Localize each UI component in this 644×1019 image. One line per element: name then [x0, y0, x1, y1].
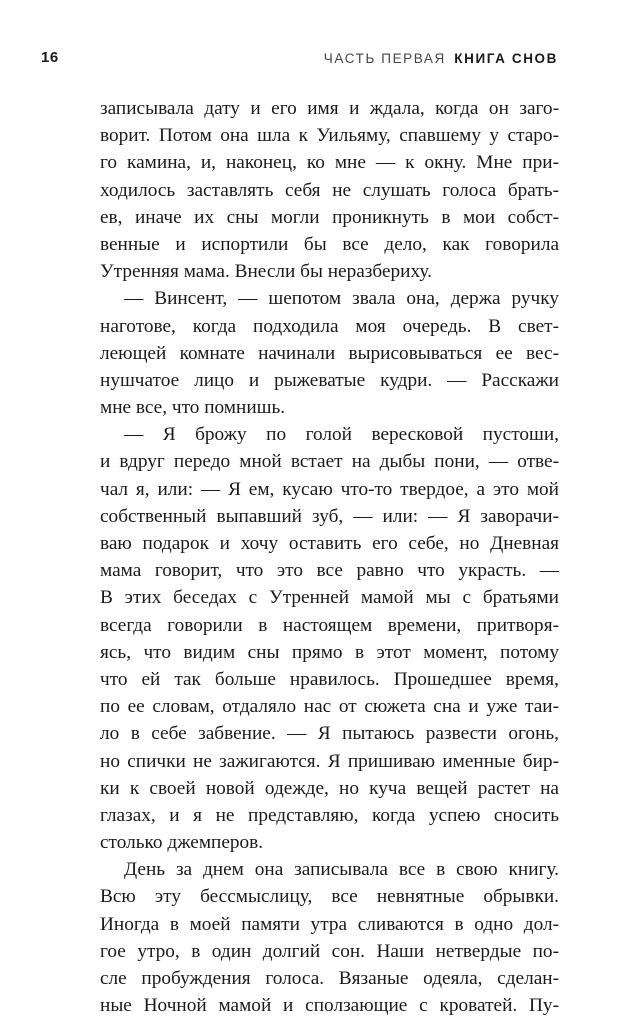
- text-line: Иногда в моей памяти утра сливаются в одно дол-: [100, 913, 559, 935]
- running-head-book: КНИГА СНОВ: [454, 51, 558, 66]
- text-line: ные Ночной мамой и сползающие с кроватей. Пу-: [100, 995, 559, 1017]
- running-head-part: ЧАСТЬ ПЕРВАЯ: [323, 51, 446, 66]
- page-number: 16: [41, 49, 59, 66]
- text-line: Всю эту бессмыслицу, все невнятные обрывки.: [100, 886, 559, 908]
- text-line: что ей так больше нравилось. Прошедшее время,: [100, 668, 559, 690]
- text-line: Утренняя мама. Внесли бы неразбериху.: [100, 261, 432, 283]
- text-line: нушчатое лицо и рыжеватые кудри. — Расскажи: [100, 369, 559, 391]
- running-head: [324, 50, 558, 67]
- text-line: ки к своей новой одежде, но куча вещей растет на: [100, 777, 559, 799]
- text-line: и вдруг передо мной встает на дыбы пони, — отве-: [100, 451, 559, 473]
- body-text: [100, 95, 559, 1019]
- text-line: леющей комнате начинали вырисовываться ее вес-: [100, 342, 559, 364]
- text-line: ло в себе забвение. — Я пытаюсь развести огонь,: [100, 723, 559, 745]
- text-line: го камина, и, наконец, ко мне — к окну. Мне при-: [100, 152, 559, 174]
- text-line: ев, иначе их сны могли проникнуть в мои собст-: [100, 206, 559, 228]
- text-line: В этих беседах с Утренней мамой мы с братьями: [100, 587, 559, 609]
- text-line: ходилось заставлять себя не слушать голоса брать-: [100, 179, 559, 201]
- text-line: но спички не зажигаются. Я пришиваю именные бир-: [100, 750, 559, 772]
- text-line: ваю подарок и хочу оставить его себе, но Дневная: [100, 533, 559, 554]
- text-line: мама говорит, что это все равно что украсть. —: [100, 560, 559, 582]
- text-line: всегда говорили в настоящем времени, притворя-: [100, 614, 559, 636]
- text-line: мне все, что помнишь.: [100, 397, 286, 419]
- text-line: по ее словам, отдаляло нас от сюжета сна и уже таи-: [100, 696, 559, 718]
- text-line: гое утро, в один долгий сон. Наши нетвердые по-: [100, 940, 559, 962]
- text-line: чал я, или: — Я ем, кусаю что-то твердое, а это мой: [100, 478, 559, 500]
- text-line: глазах, и я не представляю, когда успею сносить: [100, 804, 559, 826]
- text-line: сле пробуждения голоса. Вязаные одеяла, сделан-: [100, 968, 559, 989]
- text-line: записывала дату и его имя и ждала, когда он заго-: [100, 98, 559, 119]
- text-line: — Я брожу по голой вересковой пустоши,: [124, 424, 559, 446]
- text-line: ворит. Потом она шла к Уильяму, спавшему у старо-: [100, 125, 559, 147]
- text-line: наготове, когда подходила моя очередь. В свет-: [100, 315, 559, 337]
- text-line: — Винсент, — шепотом звала она, держа ручку: [124, 288, 559, 310]
- text-line: венные и испортили бы все дело, как говорила: [100, 233, 559, 255]
- text-line: ясь, что видим сны прямо в этот момент, потому: [100, 641, 559, 663]
- text-line: День за днем она записывала все в свою книгу.: [124, 859, 559, 881]
- text-line: собственный выпавший зуб, — или: — Я заворачи-: [100, 505, 559, 527]
- text-line: столько джемперов.: [100, 832, 264, 854]
